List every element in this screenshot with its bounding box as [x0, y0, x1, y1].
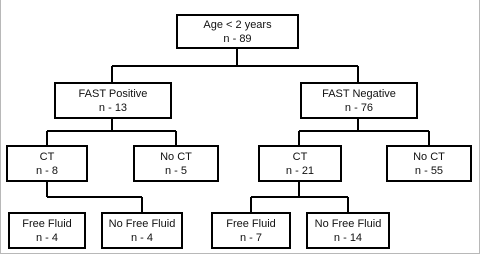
node-count: n - 5 [164, 164, 187, 177]
node-count: n - 7 [239, 231, 262, 244]
node-pos-no-free-fluid [101, 212, 183, 249]
node-count: n - 13 [98, 101, 128, 114]
node-label: Free Fluid [226, 217, 276, 230]
node-neg-ct [258, 145, 342, 182]
node-label: FAST Positive [78, 87, 148, 100]
node-neg-no-ct [386, 145, 472, 182]
node-count: n - 76 [344, 101, 374, 114]
node-neg-free-fluid [211, 212, 291, 249]
node-count: n - 4 [35, 231, 58, 244]
node-label: CT [39, 150, 55, 163]
node-label: CT [292, 150, 308, 163]
node-neg-no-free-fluid [306, 212, 390, 249]
node-root [176, 14, 299, 49]
node-pos-free-fluid [8, 212, 86, 249]
node-count: n - 4 [130, 231, 153, 244]
node-label: No Free Fluid [314, 217, 382, 230]
node-label: No CT [413, 150, 445, 163]
node-label: Age < 2 years [203, 18, 272, 31]
node-label: No Free Fluid [108, 217, 176, 230]
node-count: n - 14 [333, 231, 363, 244]
node-fast-positive [54, 82, 172, 119]
node-pos-ct [6, 145, 88, 182]
node-label: No CT [160, 150, 192, 163]
node-pos-no-ct [133, 145, 219, 182]
node-count: n - 21 [285, 164, 315, 177]
node-fast-negative [300, 82, 418, 119]
node-count: n - 55 [414, 164, 444, 177]
node-label: Free Fluid [22, 217, 72, 230]
node-label: FAST Negative [322, 87, 396, 100]
node-count: n - 89 [223, 32, 252, 45]
node-count: n - 8 [35, 164, 58, 177]
